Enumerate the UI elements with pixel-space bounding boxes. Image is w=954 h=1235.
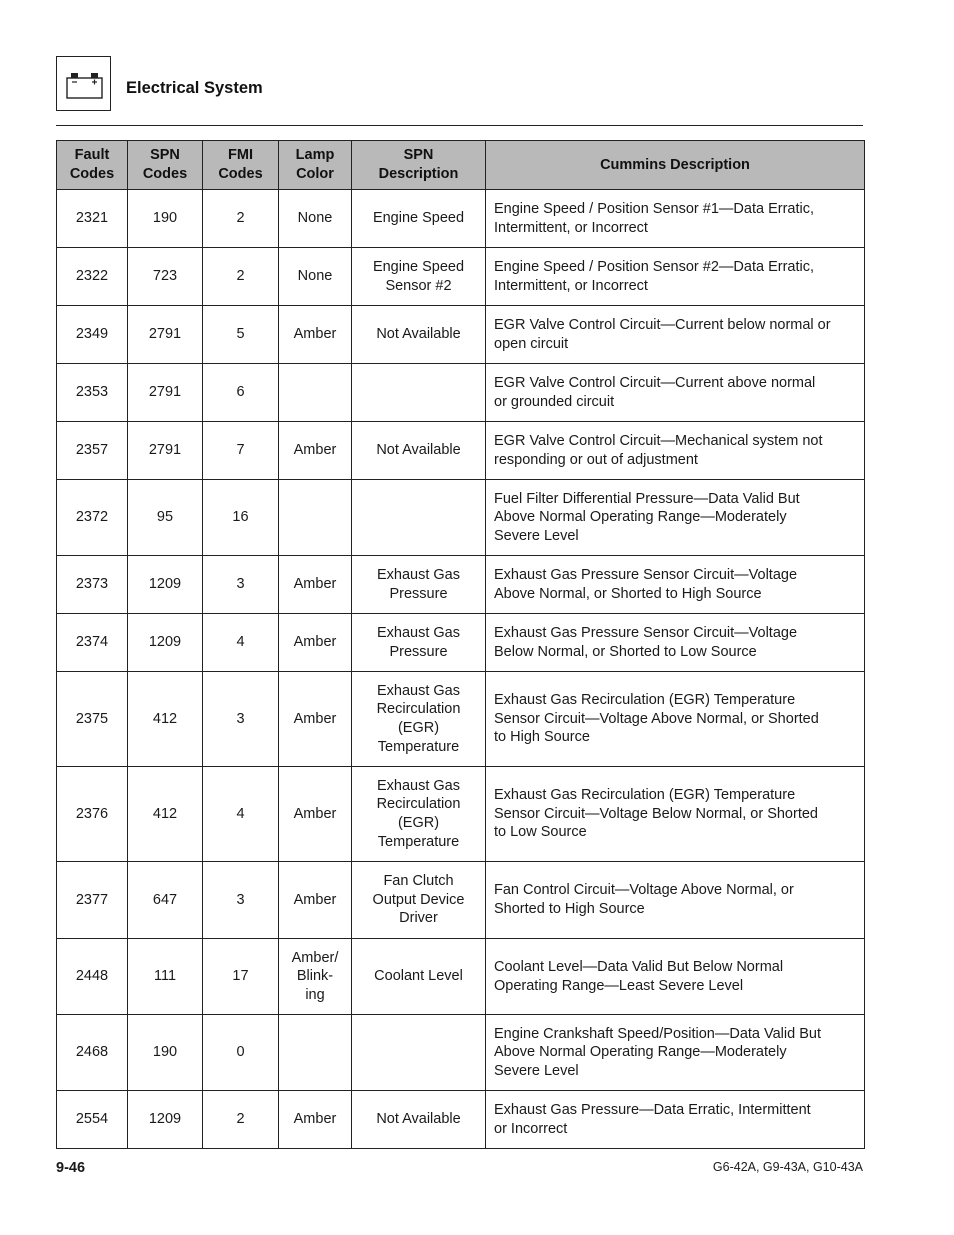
fmi-code-cell: 16 [203, 480, 279, 556]
spn-code-cell: 2791 [128, 422, 203, 480]
table-row [57, 190, 865, 248]
fault-code-table [56, 140, 865, 1149]
table-row [57, 767, 865, 862]
fmi-code-cell: 3 [203, 862, 279, 939]
spn-description-cell: Not Available [352, 422, 486, 480]
fmi-code-cell: 17 [203, 939, 279, 1015]
spn-description-cell: Not Available [352, 1091, 486, 1149]
table-row [57, 1091, 865, 1149]
spn-description-cell [352, 364, 486, 422]
fmi-code-cell: 0 [203, 1015, 279, 1091]
fault-code-cell: 2375 [57, 672, 128, 767]
fault-code-cell: 2377 [57, 862, 128, 939]
cummins-description-cell: Exhaust Gas Recirculation (EGR) Temperature Sensor Circuit—Voltage Above Normal, or Shorted to High Source [486, 672, 865, 767]
spn-description-cell: Coolant Level [352, 939, 486, 1015]
lamp-color-cell: Amber [279, 306, 352, 364]
fault-code-cell: 2448 [57, 939, 128, 1015]
fmi-code-cell: 7 [203, 422, 279, 480]
cummins-description-cell: Exhaust Gas Pressure Sensor Circuit—Voltage Above Normal, or Shorted to High Source [486, 556, 865, 614]
fmi-code-cell: 6 [203, 364, 279, 422]
spn-code-cell: 1209 [128, 614, 203, 672]
fault-code-cell: 2376 [57, 767, 128, 862]
lamp-color-cell: Amber [279, 1091, 352, 1149]
cummins-description-cell: EGR Valve Control Circuit—Current below normal or open circuit [486, 306, 865, 364]
lamp-color-cell [279, 364, 352, 422]
table-row [57, 939, 865, 1015]
cummins-description-cell: Fan Control Circuit—Voltage Above Normal, or Shorted to High Source [486, 862, 865, 939]
fmi-code-cell: 3 [203, 556, 279, 614]
table-row [57, 480, 865, 556]
column-header-fault-codes: Fault Codes [57, 141, 128, 190]
spn-code-cell: 1209 [128, 556, 203, 614]
fmi-code-cell: 4 [203, 614, 279, 672]
cummins-description-cell: Engine Speed / Position Sensor #1—Data Erratic, Intermittent, or Incorrect [486, 190, 865, 248]
header-divider [56, 125, 863, 126]
spn-code-cell: 412 [128, 767, 203, 862]
spn-code-cell: 190 [128, 1015, 203, 1091]
cummins-description-cell: Exhaust Gas Recirculation (EGR) Temperature Sensor Circuit—Voltage Below Normal, or Shorted to Low Source [486, 767, 865, 862]
fmi-code-cell: 2 [203, 190, 279, 248]
spn-code-cell: 412 [128, 672, 203, 767]
lamp-color-cell [279, 1015, 352, 1091]
table-row [57, 248, 865, 306]
spn-description-cell: Engine Speed [352, 190, 486, 248]
fault-code-cell: 2468 [57, 1015, 128, 1091]
lamp-color-cell: Amber [279, 767, 352, 862]
lamp-color-cell: Amber/ Blink- ing [279, 939, 352, 1015]
cummins-description-cell: Engine Speed / Position Sensor #2—Data Erratic, Intermittent, or Incorrect [486, 248, 865, 306]
fault-code-cell: 2353 [57, 364, 128, 422]
spn-code-cell: 723 [128, 248, 203, 306]
fault-code-cell: 2349 [57, 306, 128, 364]
table-row [57, 672, 865, 767]
spn-description-cell: Exhaust Gas Recirculation (EGR) Temperature [352, 672, 486, 767]
table-header-row [57, 141, 865, 190]
page-number: 9-46 [56, 1160, 86, 1176]
column-header-lamp-color: Lamp Color [279, 141, 352, 190]
table-row [57, 306, 865, 364]
fmi-code-cell: 2 [203, 1091, 279, 1149]
fmi-code-cell: 3 [203, 672, 279, 767]
cummins-description-cell: Engine Crankshaft Speed/Position—Data Valid But Above Normal Operating Range—Moderately Severe Level [486, 1015, 865, 1091]
spn-description-cell: Exhaust Gas Pressure [352, 614, 486, 672]
table-row [57, 556, 865, 614]
lamp-color-cell: Amber [279, 862, 352, 939]
cummins-description-cell: Coolant Level—Data Valid But Below Normal Operating Range—Least Severe Level [486, 939, 865, 1015]
cummins-description-cell: Fuel Filter Differential Pressure—Data Valid But Above Normal Operating Range—Moderately Severe Level [486, 480, 865, 556]
lamp-color-cell [279, 480, 352, 556]
spn-code-cell: 95 [128, 480, 203, 556]
fmi-code-cell: 5 [203, 306, 279, 364]
table-row [57, 614, 865, 672]
spn-description-cell: Fan Clutch Output Device Driver [352, 862, 486, 939]
fmi-code-cell: 2 [203, 248, 279, 306]
fault-code-cell: 2372 [57, 480, 128, 556]
fmi-code-cell: 4 [203, 767, 279, 862]
cummins-description-cell: Exhaust Gas Pressure Sensor Circuit—Voltage Below Normal, or Shorted to Low Source [486, 614, 865, 672]
spn-description-cell [352, 480, 486, 556]
fault-code-cell: 2373 [57, 556, 128, 614]
lamp-color-cell: Amber [279, 422, 352, 480]
spn-code-cell: 2791 [128, 364, 203, 422]
spn-code-cell: 1209 [128, 1091, 203, 1149]
table-row [57, 1015, 865, 1091]
table-row [57, 364, 865, 422]
battery-icon [56, 56, 111, 111]
column-header-spn-codes: SPN Codes [128, 141, 203, 190]
cummins-description-cell: Exhaust Gas Pressure—Data Erratic, Intermittent or Incorrect [486, 1091, 865, 1149]
spn-description-cell: Engine Speed Sensor #2 [352, 248, 486, 306]
fault-code-cell: 2374 [57, 614, 128, 672]
table-row [57, 422, 865, 480]
spn-code-cell: 2791 [128, 306, 203, 364]
section-title: Electrical System [126, 79, 263, 97]
fault-code-cell: 2321 [57, 190, 128, 248]
fault-code-cell: 2357 [57, 422, 128, 480]
fault-code-cell: 2322 [57, 248, 128, 306]
lamp-color-cell: None [279, 248, 352, 306]
lamp-color-cell: None [279, 190, 352, 248]
lamp-color-cell: Amber [279, 672, 352, 767]
column-header-fmi-codes: FMI Codes [203, 141, 279, 190]
column-header-spn-description: SPN Description [352, 141, 486, 190]
column-header-cummins-description: Cummins Description [486, 141, 865, 190]
spn-code-cell: 190 [128, 190, 203, 248]
spn-code-cell: 647 [128, 862, 203, 939]
lamp-color-cell: Amber [279, 556, 352, 614]
spn-description-cell: Exhaust Gas Pressure [352, 556, 486, 614]
lamp-color-cell: Amber [279, 614, 352, 672]
table-row [57, 862, 865, 939]
spn-description-cell: Not Available [352, 306, 486, 364]
model-reference: G6-42A, G9-43A, G10-43A [712, 1160, 863, 1174]
spn-code-cell: 111 [128, 939, 203, 1015]
cummins-description-cell: EGR Valve Control Circuit—Current above normal or grounded circuit [486, 364, 865, 422]
fault-code-cell: 2554 [57, 1091, 128, 1149]
spn-description-cell: Exhaust Gas Recirculation (EGR) Temperature [352, 767, 486, 862]
spn-description-cell [352, 1015, 486, 1091]
cummins-description-cell: EGR Valve Control Circuit—Mechanical system not responding or out of adjustment [486, 422, 865, 480]
